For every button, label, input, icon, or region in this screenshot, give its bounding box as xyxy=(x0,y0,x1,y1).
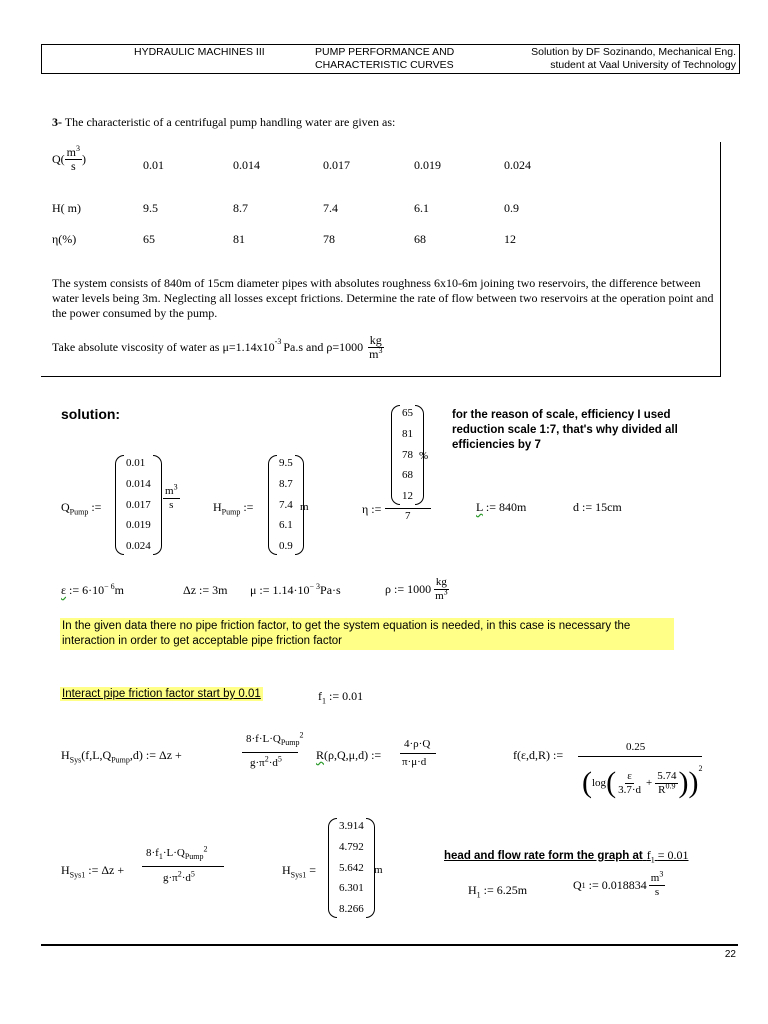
table-eta-label: η(%) xyxy=(52,232,77,246)
L-definition: L := 840m xyxy=(476,500,527,514)
table-h-label: H( m) xyxy=(52,201,81,215)
mu-definition: μ := $1.14\cdot 10^{- 3}Pa\cdot s$ xyxy=(250,582,341,597)
hsys1-result-label: $H_{Sys1}$ = xyxy=(282,863,317,880)
table-q-cell: 0.024 xyxy=(504,158,531,172)
reynolds-denominator: π·μ·d xyxy=(402,756,427,768)
table-q-cell: 0.01 xyxy=(143,158,164,172)
eta-fraction-bar xyxy=(385,508,431,509)
table-q-cell: 0.014 xyxy=(233,158,260,172)
table-q-label: Q( $\frac{m^3}{s}$ ) xyxy=(52,144,87,173)
friction-function-lhs: f(ε,d,R) := xyxy=(513,748,564,762)
table-q-cell: 0.017 xyxy=(323,158,350,172)
eta-vector: 65 81 78 68 12 xyxy=(391,405,424,505)
hsys1-lhs: $H_{Sys1}$ := Δz + xyxy=(61,863,125,880)
table-h-cell: 7.4 xyxy=(323,201,338,215)
reynolds-definition: R(ρ,Q,μ,d) := xyxy=(316,748,382,762)
table-eta-cell: 81 xyxy=(233,232,245,246)
problem-intro-text: The characteristic of a centrifugal pump handling water are given as: xyxy=(64,115,396,129)
h-pump-label: $H_{Pump}$ := xyxy=(213,500,254,517)
viscosity-line: Take absolute viscosity of water as μ=1.14x10 $^{-3}$ Pa.s and ρ=1000 $\frac{kg}{m^3}$ xyxy=(52,333,383,361)
friction-factor-note: In the given data there no pipe friction factor, to get the system equation is needed, in this case is necessary the interaction in order to get acceptable pipe friction factor xyxy=(60,618,674,650)
friction-fraction-bar xyxy=(578,756,702,757)
f1-definition: $f_1$ := 0.01 xyxy=(318,689,364,706)
header-course: HYDRAULIC MACHINES III xyxy=(134,46,265,58)
table-eta-cell: 12 xyxy=(504,232,516,246)
graph-note: head and flow rate form the graph at $f_1 = 0.01$ xyxy=(444,848,689,865)
reynolds-numerator: 4·ρ·Q xyxy=(404,738,431,750)
d-definition: d := 15cm xyxy=(573,500,622,514)
scale-note: for the reason of scale, efficiency I used reduction scale 1:7, that's why divided all efficiencies by 7 xyxy=(452,409,678,451)
q-pump-unit: $\frac{m^3}{s}$ xyxy=(165,482,178,511)
header-topic-line1: PUMP PERFORMANCE AND xyxy=(315,46,455,58)
H1-definition: $H_1$ := 6.25m xyxy=(468,883,528,900)
hsys-fraction-bar xyxy=(242,752,298,753)
footer-rule xyxy=(41,944,738,946)
h-pump-vector: 9.5 8.7 7.4 6.1 0.9 xyxy=(268,455,304,555)
eta-label: η := xyxy=(362,502,382,516)
table-eta-cell: 65 xyxy=(143,232,155,246)
problem-number: 3- xyxy=(52,115,62,129)
table-h-cell: 8.7 xyxy=(233,201,248,215)
table-h-cell: 9.5 xyxy=(143,201,158,215)
hsys-numerator: $8\cdot f\cdot L\cdot Q_{Pump}^2$ xyxy=(246,730,304,748)
hsys-function-lhs: $H_{Sys}(f,L,Q_{Pump},d)$ := Δz + xyxy=(61,748,182,765)
header-author-line1: Solution by DF Sozinando, Mechanical Eng. xyxy=(531,46,736,58)
hsys1-unit: m xyxy=(374,864,383,876)
header-topic-line2: CHARACTERISTIC CURVES xyxy=(315,59,454,71)
Q1-definition: Q 1 := 0.018834 $\frac{m^3}{s}$ xyxy=(573,869,664,898)
hsys1-numerator: $8\cdot f_1\cdot L\cdot Q_{Pump}^2$ xyxy=(146,844,208,862)
page-header xyxy=(41,44,740,74)
rho-definition: ρ := 1000 $\frac{kg}{m^3}$ xyxy=(385,576,448,602)
table-h-cell: 0.9 xyxy=(504,201,519,215)
h-pump-unit: m xyxy=(300,501,309,513)
table-eta-cell: 78 xyxy=(323,232,335,246)
friction-numerator: 0.25 xyxy=(626,741,646,753)
reynolds-fraction-bar xyxy=(400,753,436,754)
hsys1-vector: 3.914 4.792 5.642 6.301 8.266 xyxy=(328,818,375,918)
eta-divisor: 7 xyxy=(405,510,411,522)
hsys-denominator: $g\cdot\pi^2\cdot d^5$ xyxy=(250,754,282,769)
hsys1-denominator: $g\cdot\pi^2\cdot d^5$ xyxy=(163,869,195,884)
dz-definition: Δz := 3m xyxy=(183,583,228,597)
table-eta-cell: 68 xyxy=(414,232,426,246)
page-number: 22 xyxy=(724,949,736,960)
problem-paragraph: The system consists of 840m of 15cm diameter pipes with absolutes roughness 6x10-6m joining two reservoirs, the difference between water levels being 3m. Neglecting all losses except frictions. Determine the rate of flow between two reservoirs at the operation point and the power consumed by the pump. xyxy=(52,276,714,320)
eta-percent: % xyxy=(419,450,429,462)
solution-title: solution: xyxy=(61,406,121,422)
table-q-cell: 0.019 xyxy=(414,158,441,172)
epsilon-definition: ε := $6\cdot 10^{- 6}m$ xyxy=(61,582,125,597)
interact-note: Interact pipe friction factor start by 0.01 xyxy=(62,688,261,700)
problem-intro xyxy=(52,115,395,130)
friction-denominator: ( log ( $\frac{\varepsilon}{3.7\cdot d}$ + $\frac{5.74}{R^{0.9}}$ )) $^2$ xyxy=(582,764,703,799)
q-pump-label: $Q_{Pump}$ := xyxy=(61,500,102,517)
table-h-cell: 6.1 xyxy=(414,201,429,215)
q-pump-vector: 0.01 0.014 0.017 0.019 0.024 xyxy=(115,455,162,555)
header-author-line2: student at Vaal University of Technology xyxy=(550,59,736,71)
hsys1-fraction-bar xyxy=(142,866,224,867)
